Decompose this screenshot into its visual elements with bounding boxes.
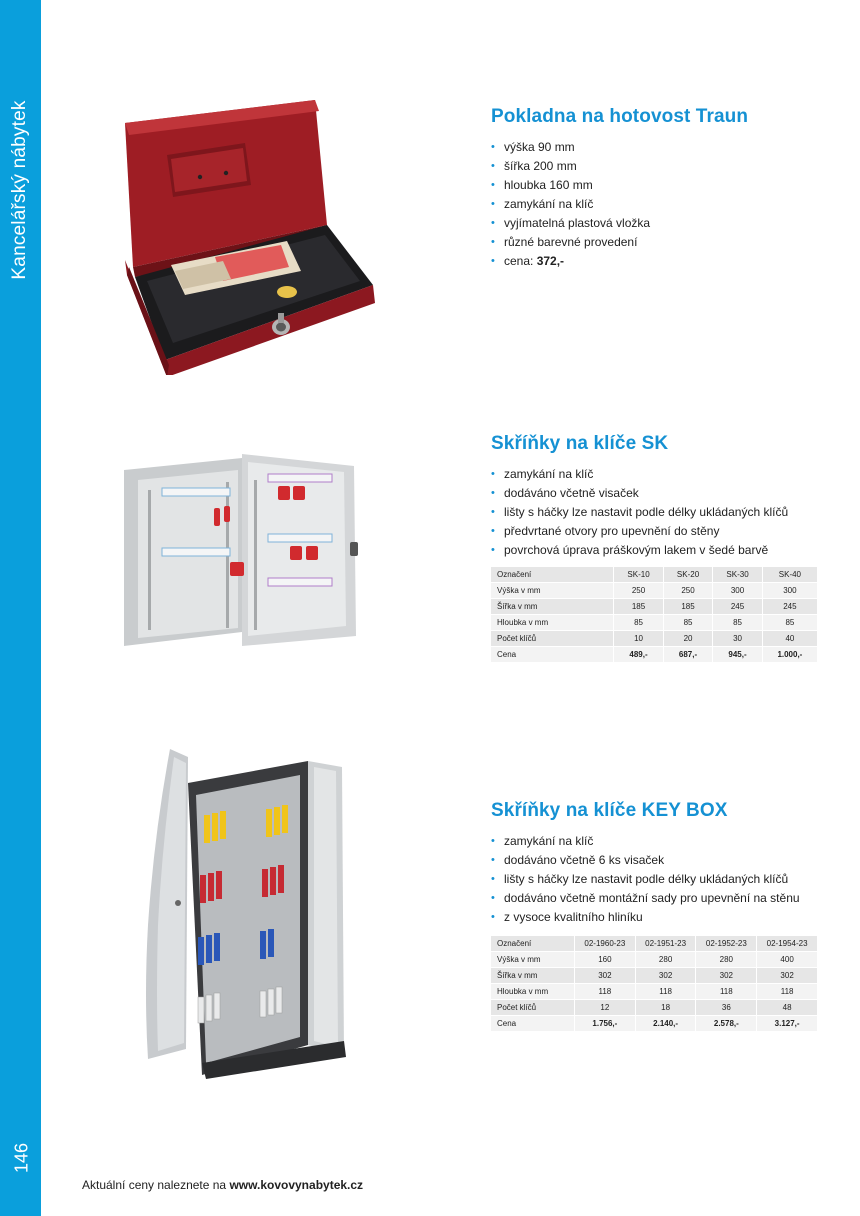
feature-item: • lišty s háčky lze nastavit podle délky ukládaných klíčů (491, 870, 821, 889)
table-cell: 85 (713, 615, 763, 631)
table-cell: SK-30 (713, 567, 763, 583)
feature-item: • z vysoce kvalitního hliníku (491, 908, 821, 927)
table-cell: 20 (663, 631, 713, 647)
key-box-image (140, 745, 355, 1080)
table-cell: 02-1951-23 (635, 936, 696, 952)
table-cell: SK-20 (663, 567, 713, 583)
table-cell: Počet klíčů (491, 631, 614, 647)
table-cell: 85 (663, 615, 713, 631)
feature-item: • vyjímatelná plastová vložka (491, 214, 821, 233)
table-cell: 280 (696, 952, 757, 968)
table-cell: Šířka v mm (491, 968, 575, 984)
key-cabinet-sk-image (118, 450, 368, 650)
feature-list (491, 832, 821, 927)
footer-text: Aktuální ceny naleznete na (82, 1178, 230, 1192)
feature-list (491, 138, 821, 271)
price-label: cena: (504, 254, 537, 268)
table-cell: 245 (762, 599, 817, 615)
table-cell: Hloubka v mm (491, 615, 614, 631)
table-cell: Označení (491, 567, 614, 583)
feature-item: • předvrtané otvory pro upevnění do stěny (491, 522, 821, 541)
table-cell: 02-1954-23 (757, 936, 818, 952)
feature-item: • zamykání na klíč (491, 832, 821, 851)
product-title: Skříňky na klíče KEY BOX (491, 800, 728, 821)
table-cell: Výška v mm (491, 952, 575, 968)
table-cell: 118 (575, 984, 636, 1000)
feature-item: • zamykání na klíč (491, 195, 821, 214)
feature-item: • výška 90 mm (491, 138, 821, 157)
table-cell: 245 (713, 599, 763, 615)
table-cell: 160 (575, 952, 636, 968)
table-cell: 2.140,- (635, 1016, 696, 1032)
table-cell: 18 (635, 1000, 696, 1016)
cash-box-image (105, 95, 380, 375)
table-cell: 185 (614, 599, 664, 615)
table-cell: 185 (663, 599, 713, 615)
table-cell: 85 (614, 615, 664, 631)
table-cell: 2.578,- (696, 1016, 757, 1032)
table-cell: Počet klíčů (491, 1000, 575, 1016)
table-header-row (491, 936, 818, 952)
feature-item: • šířka 200 mm (491, 157, 821, 176)
feature-list (491, 465, 821, 560)
table-cell: 02-1960-23 (575, 936, 636, 952)
spec-table-sk (491, 567, 818, 663)
table-row (491, 952, 818, 968)
table-header-row (491, 567, 818, 583)
table-cell: 118 (757, 984, 818, 1000)
table-row (491, 599, 818, 615)
product-cash-box (491, 106, 821, 271)
table-cell: SK-10 (614, 567, 664, 583)
table-row (491, 631, 818, 647)
table-cell: 300 (713, 583, 763, 599)
website-link[interactable]: www.kovovynabytek.cz (229, 1178, 364, 1192)
table-cell: Označení (491, 936, 575, 952)
table-cell: 30 (713, 631, 763, 647)
table-cell: 118 (696, 984, 757, 1000)
table-row (491, 1000, 818, 1016)
table-cell: 48 (757, 1000, 818, 1016)
footer-note (82, 1178, 363, 1192)
table-cell: 118 (635, 984, 696, 1000)
feature-item: • různé barevné provedení (491, 233, 821, 252)
feature-item: • povrchová úprava práškovým lakem v šedé barvě (491, 541, 821, 560)
table-row (491, 583, 818, 599)
table-cell: 10 (614, 631, 664, 647)
table-cell: 280 (635, 952, 696, 968)
product-title: Pokladna na hotovost Traun (491, 106, 749, 127)
product-key-cabinet-sk (491, 433, 821, 560)
feature-item: • lišty s háčky lze nastavit podle délky ukládaných klíčů (491, 503, 821, 522)
table-cell: 36 (696, 1000, 757, 1016)
sidebar (0, 0, 41, 1216)
table-cell: Šířka v mm (491, 599, 614, 615)
table-cell: 250 (663, 583, 713, 599)
price-item (491, 252, 821, 271)
feature-item: • hloubka 160 mm (491, 176, 821, 195)
table-row (491, 615, 818, 631)
product-key-box (491, 800, 821, 927)
table-cell: Hloubka v mm (491, 984, 575, 1000)
table-cell: 302 (575, 968, 636, 984)
table-cell: 300 (762, 583, 817, 599)
table-cell: 12 (575, 1000, 636, 1016)
table-row-price (491, 1016, 818, 1032)
product-title: Skříňky na klíče SK (491, 433, 669, 454)
price-value: 372,- (536, 254, 565, 268)
table-cell: 302 (696, 968, 757, 984)
feature-item: • dodáváno včetně montážní sady pro upevnění na stěnu (491, 889, 821, 908)
feature-item: • dodáváno včetně 6 ks visaček (491, 851, 821, 870)
table-cell: 40 (762, 631, 817, 647)
feature-item: • zamykání na klíč (491, 465, 821, 484)
table-cell: 302 (635, 968, 696, 984)
table-row (491, 968, 818, 984)
table-cell: Cena (491, 647, 614, 663)
table-cell: 489,- (614, 647, 664, 663)
page-number: 146 (11, 1142, 32, 1174)
table-cell: 02-1952-23 (696, 936, 757, 952)
table-cell: Cena (491, 1016, 575, 1032)
spec-table-key-box (491, 936, 818, 1032)
table-row (491, 984, 818, 1000)
table-cell: SK-40 (762, 567, 817, 583)
table-cell: 1.000,- (762, 647, 817, 663)
table-cell: 945,- (713, 647, 763, 663)
section-title: Kancelářský nábytek (9, 100, 30, 280)
table-cell: 250 (614, 583, 664, 599)
table-row-price (491, 647, 818, 663)
table-cell: 400 (757, 952, 818, 968)
table-cell: 85 (762, 615, 817, 631)
feature-item: • dodáváno včetně visaček (491, 484, 821, 503)
table-cell: 1.756,- (575, 1016, 636, 1032)
table-cell: 3.127,- (757, 1016, 818, 1032)
table-cell: 687,- (663, 647, 713, 663)
table-cell: 302 (757, 968, 818, 984)
table-cell: Výška v mm (491, 583, 614, 599)
